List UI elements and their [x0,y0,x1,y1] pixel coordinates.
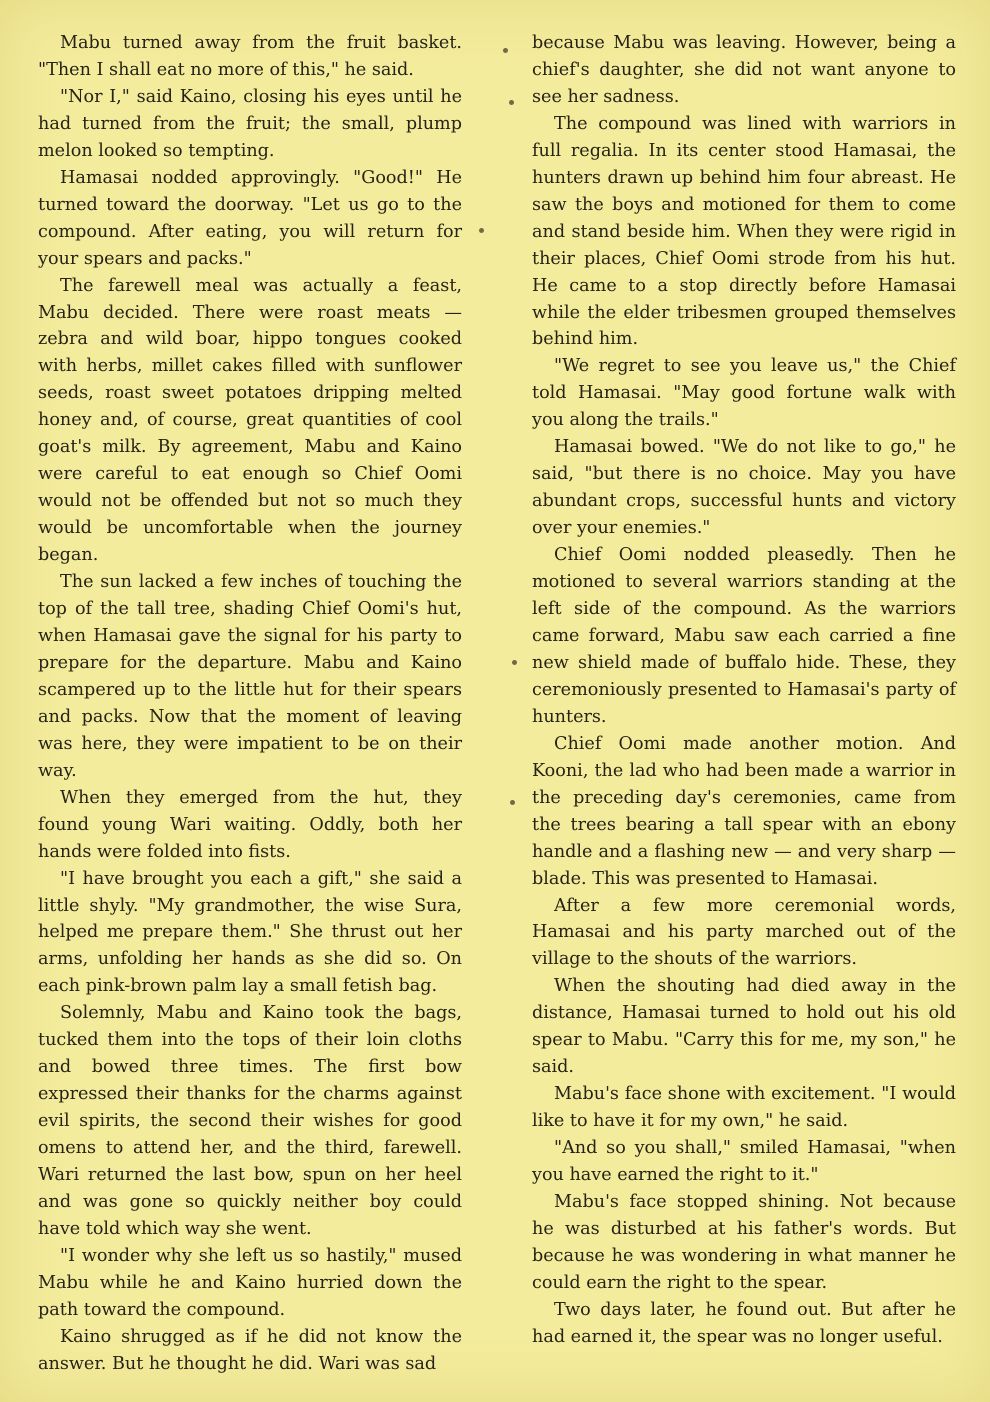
print-speck [510,800,515,805]
paragraph: "Nor I," said Kaino, closing his eyes until he had turned from the fruit; the small, plump melon looked so tempting. [38,86,462,161]
paragraph: The compound was lined with warriors in full regalia. In its center stood Hamasai, the hunters drawn up behind him four abreast. He saw the boys and motioned for them to come and stand beside him. When they were rigid in their places, Chief Oomi strode from his hut. He came to a stop directly before Hamasai while the elder tribesmen grouped themselves behind him. [532,113,956,350]
paragraph: "We regret to see you leave us," the Chief told Hamasai. "May good fortune walk with you along the trails." [532,356,956,431]
print-speck [509,100,514,105]
paragraph: When the shouting had died away in the distance, Hamasai turned to hold out his old spear to Mabu. "Carry this for me, my son," he said. [532,976,956,1078]
paragraph: The farewell meal was actually a feast, Mabu decided. There were roast meats — zebra and wild boar, hippo tongues cooked with herbs, millet cakes filled with sunflower seeds, roast sweet potatoes dripping melted honey and, of course, great quantities of cool goat's milk. By agreement, Mabu and Kaino were careful to eat enough so Chief Oomi would not be offended but not so much they would be uncomfortable when the journey began. [38,275,462,566]
right-text-column [532,30,956,1351]
paragraph: Mabu's face shone with excitement. "I would like to have it for my own," he said. [532,1084,956,1132]
paragraph: "And so you shall," smiled Hamasai, "when you have earned the right to it." [532,1138,956,1186]
left-text-column [38,30,462,1378]
paragraph: When they emerged from the hut, they found young Wari waiting. Oddly, both her hands were folded into fists. [38,787,462,862]
paragraph: After a few more ceremonial words, Hamasai and his party marched out of the village to the shouts of the warriors. [532,895,956,970]
paragraph: Mabu turned away from the fruit basket. "Then I shall eat no more of this," he said. [38,33,462,80]
paragraph: Hamasai nodded approvingly. "Good!" He turned toward the doorway. "Let us go to the compound. After eating, you will return for your spears and packs." [38,167,462,269]
paragraph-continued: because Mabu was leaving. However, being a chief's daughter, she did not want anyone to see her sadness. [532,33,956,107]
paragraph: Chief Oomi made another motion. And Kooni, the lad who had been made a warrior in the preceding day's ceremonies, came from the trees bearing a tall spear with an ebony handle and a flashing new — and very sharp — blade. This was presented to Hamasai. [532,733,956,889]
paragraph: "I wonder why she left us so hastily," mused Mabu while he and Kaino hurried down the path toward the compound. [38,1245,462,1320]
print-speck [512,660,517,665]
print-speck [503,48,508,53]
print-speck [479,228,484,233]
paragraph: Chief Oomi nodded pleasedly. Then he motioned to several warriors standing at the left side of the compound. As the warriors came forward, Mabu saw each carried a fine new shield made of buffalo hide. These, they ceremoniously presented to Hamasai's party of hunters. [532,545,956,727]
paragraph: "I have brought you each a gift," she said a little shyly. "My grandmother, the wise Sura, helped me prepare them." She thrust out her arms, unfolding her hands as she did so. On each pink-brown palm lay a small fetish bag. [38,868,462,997]
paragraph: Mabu's face stopped shining. Not because he was disturbed at his father's words. But because he was wondering in what manner he could earn the right to the spear. [532,1191,956,1293]
paragraph: The sun lacked a few inches of touching the top of the tall tree, shading Chief Oomi's hut, when Hamasai gave the signal for his party to prepare for the departure. Mabu and Kaino scampered up to the little hut for their spears and packs. Now that the moment of leaving was here, they were impatient to be on their way. [38,572,462,781]
paragraph: Two days later, he found out. But after he had earned it, the spear was no longer useful. [532,1299,956,1347]
paragraph: Hamasai bowed. "We do not like to go," he said, "but there is no choice. May you have abundant crops, successful hunts and victory over your enemies." [532,437,956,539]
paragraph: Kaino shrugged as if he did not know the answer. But he thought he did. Wari was sad [38,1326,462,1374]
paragraph: Solemnly, Mabu and Kaino took the bags, tucked them into the tops of their loin cloths and bowed three times. The first bow expressed their thanks for the charms against evil spirits, the second their wishes for good omens to attend her, and the third, farewell. Wari returned the last bow, spun on her heel and was gone so quickly neither boy could have told which way she went. [38,1003,462,1239]
